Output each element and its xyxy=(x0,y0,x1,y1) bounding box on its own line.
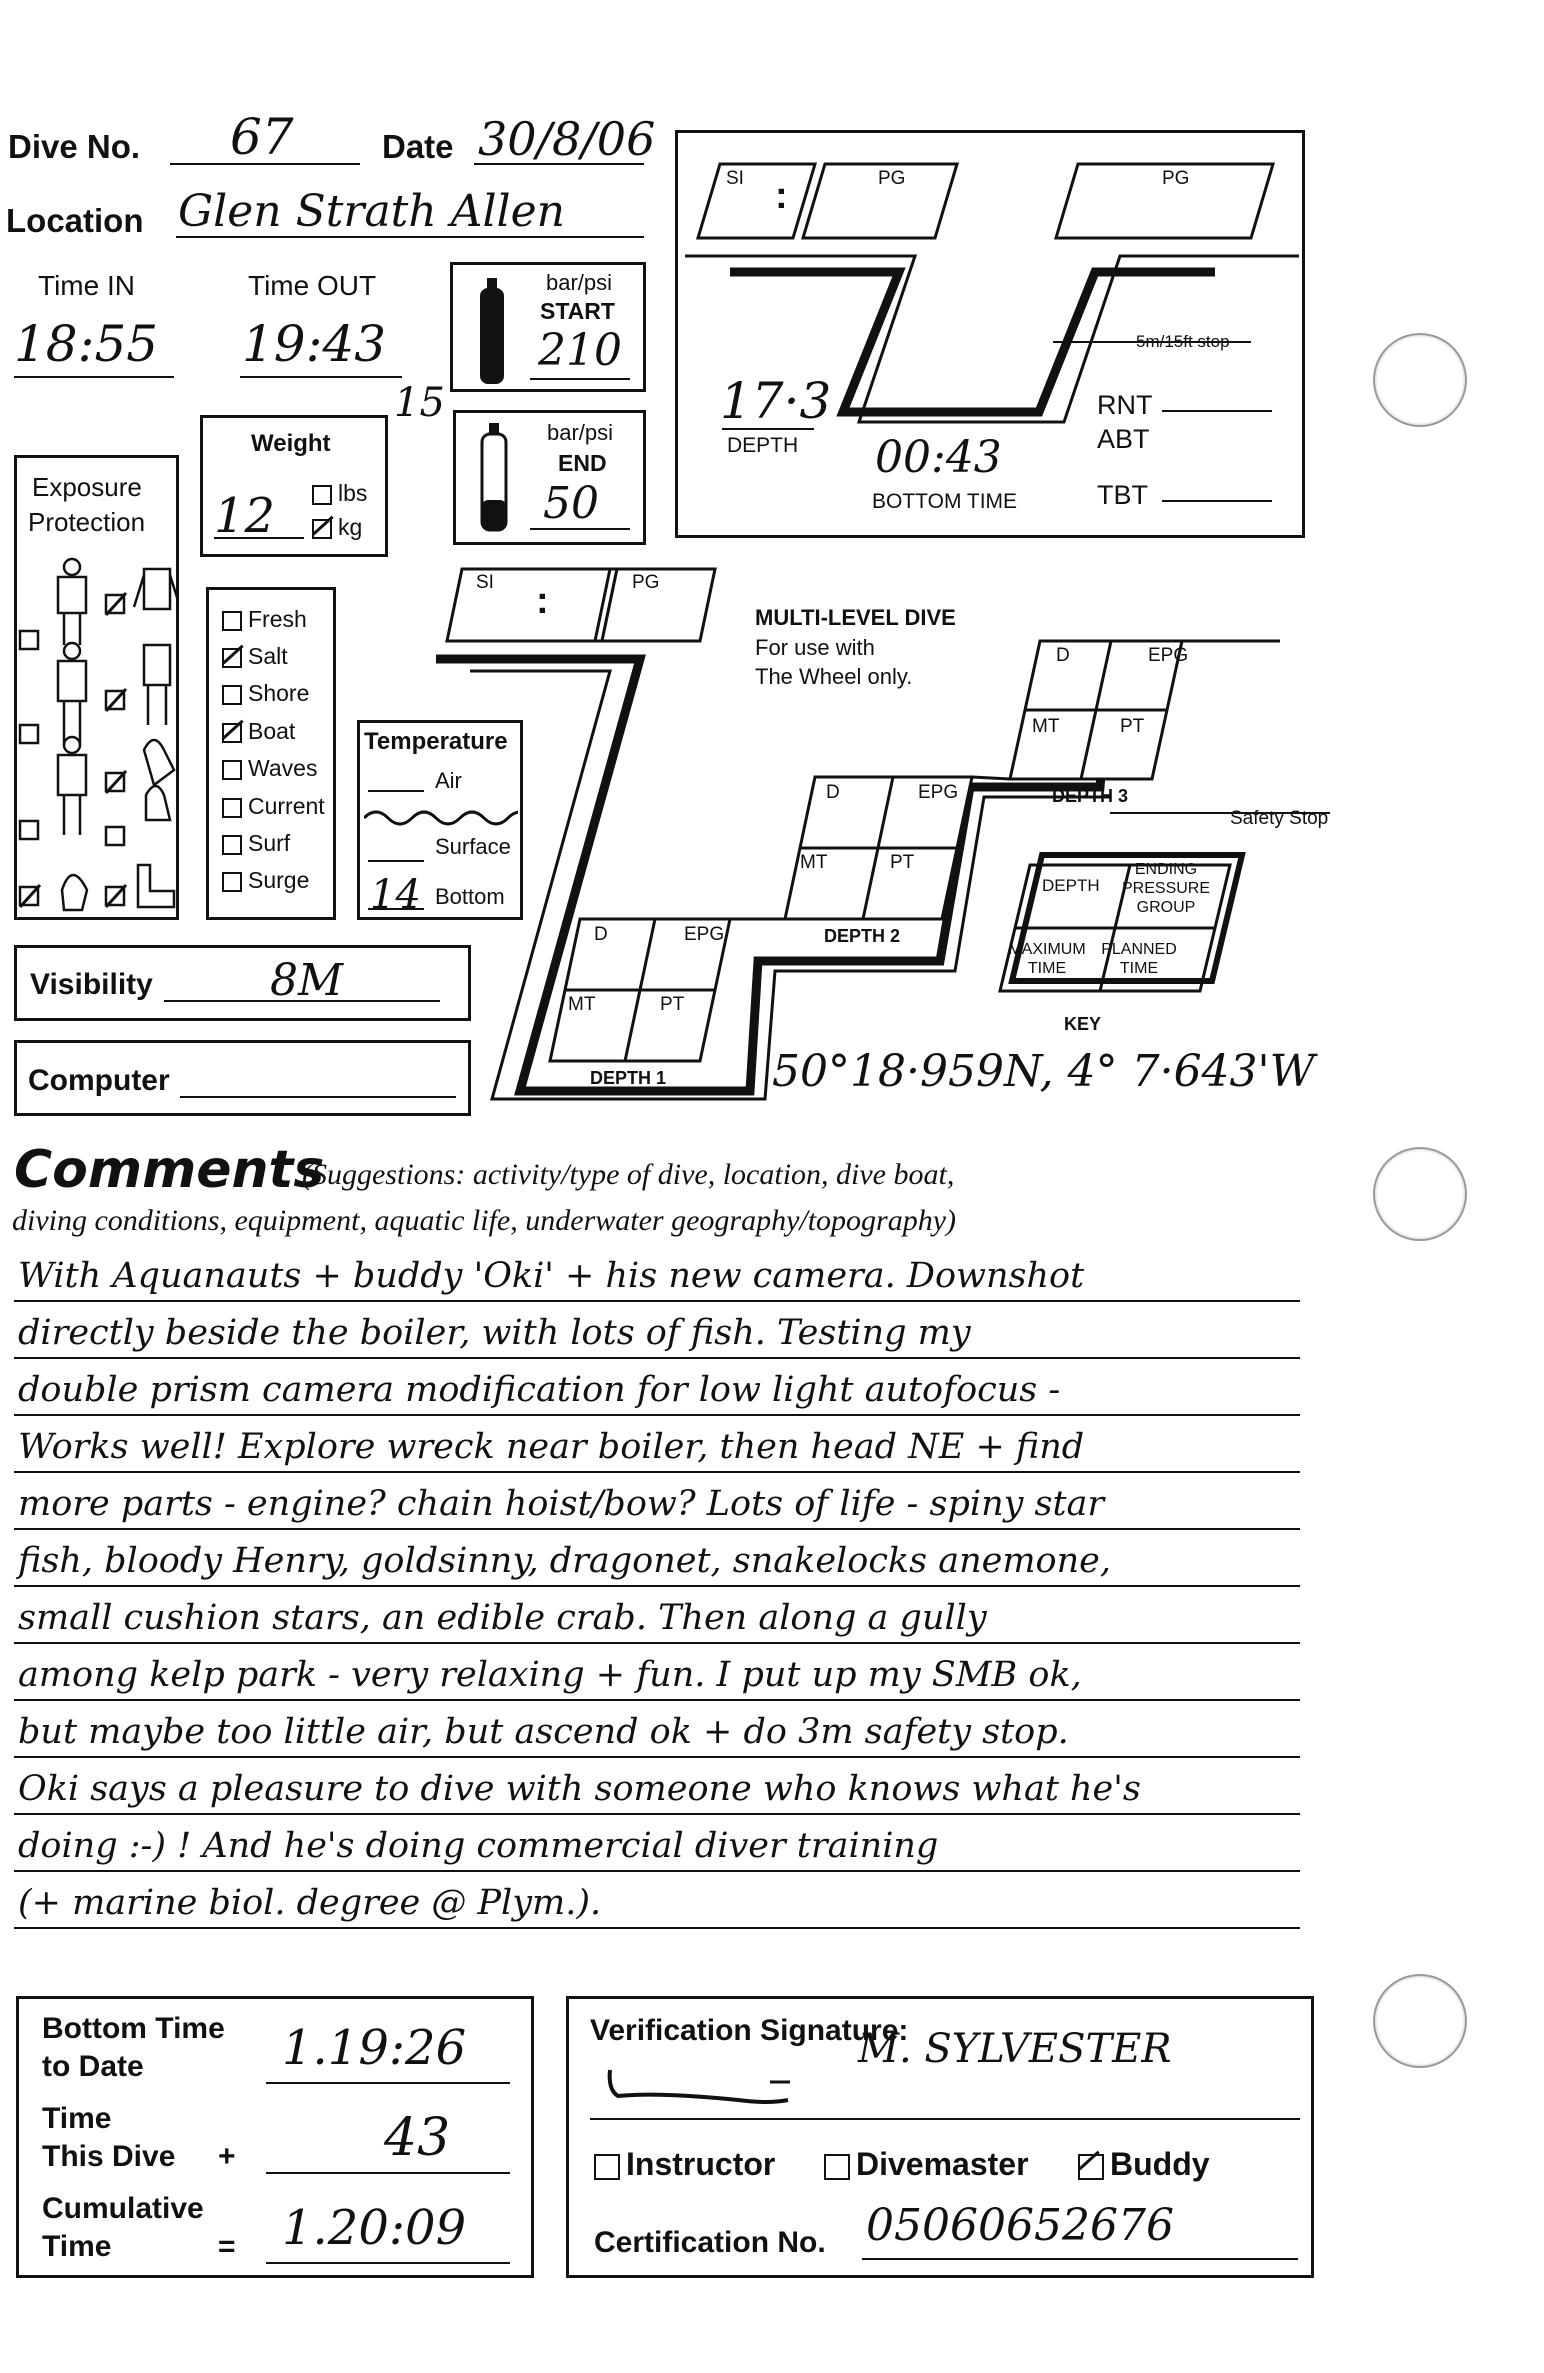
comments-hint-1: (Suggestions: activity/type of dive, location, dive boat, xyxy=(302,1158,955,1191)
cum-value[interactable]: 1.20:09 xyxy=(282,2200,467,2256)
d1-pt-label: PT xyxy=(660,994,685,1015)
signature-name[interactable]: M. SYLVESTER xyxy=(858,2026,1172,2072)
profile-si-colon: : xyxy=(775,175,788,217)
gps-coordinates[interactable]: 50°18·959N, 4° 7·643'W xyxy=(772,1046,1315,1097)
salt-checkbox[interactable] xyxy=(222,648,242,668)
exposure-title-2: Protection xyxy=(28,507,146,537)
date-label: Date xyxy=(382,128,454,165)
ml-title: MULTI-LEVEL DIVE xyxy=(755,605,956,630)
bt-label-1: Bottom Time xyxy=(42,2012,225,2045)
ml-sub1: For use with xyxy=(755,635,875,660)
comment-rule xyxy=(14,1870,1300,1872)
comment-rule xyxy=(14,1927,1300,1929)
signature-line xyxy=(590,2118,1300,2120)
tbt-line xyxy=(1162,500,1272,502)
tank-start-line xyxy=(530,378,630,380)
shore-label: Shore xyxy=(248,680,310,706)
key-mt-label: MAXIMUM TIME xyxy=(1008,941,1086,977)
comment-text-line[interactable]: (+ marine biol. degree @ Plym.). xyxy=(18,1883,602,1923)
condition-surge[interactable] xyxy=(222,867,309,894)
profile-si-label: SI xyxy=(726,168,744,189)
comment-text-line[interactable]: Works well! Explore wreck near boiler, then head NE + find xyxy=(18,1427,1085,1467)
location-label: Location xyxy=(6,202,144,239)
cert-label: Certification No. xyxy=(594,2226,826,2259)
d2-mt-label: MT xyxy=(800,852,828,873)
d1-epg-label: EPG xyxy=(684,924,725,945)
divemaster-checkbox[interactable] xyxy=(824,2154,850,2180)
exposure-title-1: Exposure xyxy=(32,472,142,502)
exposure-options[interactable] xyxy=(14,545,179,915)
depth-value[interactable]: 17·3 xyxy=(720,372,832,430)
time-in-value[interactable]: 18:55 xyxy=(14,315,159,373)
computer-line xyxy=(180,1096,456,1098)
condition-boat[interactable] xyxy=(222,718,295,745)
kg-checkbox[interactable] xyxy=(312,519,332,539)
comment-text-line[interactable]: small cushion stars, an edible crab. Then along a gully xyxy=(18,1598,987,1638)
comment-rule xyxy=(14,1300,1300,1302)
multilevel-diagram xyxy=(430,565,1330,1125)
comment-rule xyxy=(14,1471,1300,1473)
comment-rule xyxy=(14,1414,1300,1416)
comment-text-line[interactable]: Oki says a pleasure to dive with someone who knows what he's xyxy=(18,1769,1141,1809)
lbs-checkbox[interactable] xyxy=(312,485,332,505)
time-out-value[interactable]: 19:43 xyxy=(242,315,387,373)
condition-waves[interactable] xyxy=(222,755,317,782)
comment-rule xyxy=(14,1528,1300,1530)
fresh-label: Fresh xyxy=(248,606,307,632)
depth1-label: DEPTH 1 xyxy=(590,1068,667,1088)
comment-text-line[interactable]: but maybe too little air, but ascend ok + do 3m safety stop. xyxy=(18,1712,1069,1752)
punch-hole-middle xyxy=(1373,1147,1467,1241)
td-label-2: This Dive xyxy=(42,2140,176,2173)
ml-si-label: SI xyxy=(476,572,494,593)
divemaster-option[interactable] xyxy=(824,2146,1029,2183)
surface-label: Surface xyxy=(435,834,511,859)
key-pt-label: PLANNED TIME xyxy=(1101,941,1177,977)
tank-full-icon xyxy=(472,276,512,386)
visibility-label: Visibility xyxy=(30,968,153,1001)
tank-end-label: END xyxy=(558,450,607,476)
d1-d-label: D xyxy=(594,924,608,945)
comment-text-line[interactable]: double prism camera modification for low light autofocus - xyxy=(18,1370,1061,1410)
comment-text-line[interactable]: among kelp park - very relaxing + fun. I put up my SMB ok, xyxy=(18,1655,1082,1695)
ml-pg-label: PG xyxy=(632,572,660,593)
key-depth-label: DEPTH xyxy=(1042,876,1100,895)
tank-start-label: START xyxy=(540,298,615,324)
shore-checkbox[interactable] xyxy=(222,685,242,705)
surge-label: Surge xyxy=(248,867,310,893)
waves-checkbox[interactable] xyxy=(222,760,242,780)
bt-line xyxy=(266,2082,510,2084)
key-label: KEY xyxy=(1064,1014,1102,1034)
instructor-label: Instructor xyxy=(626,2146,776,2182)
comment-text-line[interactable]: fish, bloody Henry, goldsinny, dragonet, snakelocks anemone, xyxy=(18,1541,1111,1581)
cum-line xyxy=(266,2262,510,2264)
dive-no-label: Dive No. xyxy=(8,128,141,165)
date-value[interactable]: 30/8/06 xyxy=(478,112,656,166)
boat-label: Boat xyxy=(248,718,296,744)
time-in-label: Time IN xyxy=(38,270,135,301)
d3-mt-label: MT xyxy=(1032,716,1060,737)
profile-pg2-label: PG xyxy=(1162,168,1190,189)
key-epg-label: ENDING PRESSURE GROUP xyxy=(1122,861,1211,916)
surf-checkbox[interactable] xyxy=(222,835,242,855)
bottom-time-label: BOTTOM TIME xyxy=(872,490,1018,513)
bottom-temp-label: Bottom xyxy=(435,884,505,909)
temperature-title: Temperature xyxy=(364,728,508,755)
profile-pg-label: PG xyxy=(878,168,906,189)
lbs-label: lbs xyxy=(338,480,368,506)
cert-line xyxy=(862,2258,1298,2260)
condition-current[interactable] xyxy=(222,793,325,820)
surge-checkbox[interactable] xyxy=(222,872,242,892)
tank-margin-note: 15 xyxy=(394,380,445,426)
visibility-value[interactable]: 8M xyxy=(270,955,344,1006)
d2-epg-label: EPG xyxy=(918,782,959,803)
air-line xyxy=(368,790,424,792)
depth3-label: DEPTH 3 xyxy=(1052,786,1129,806)
current-label: Current xyxy=(248,793,325,819)
dive-no-value[interactable]: 67 xyxy=(230,108,294,166)
abt-label: ABT xyxy=(1097,424,1150,454)
weight-title: Weight xyxy=(251,430,331,457)
time-in-line xyxy=(14,376,174,378)
tank-start-value[interactable]: 210 xyxy=(538,325,622,376)
cum-label-1: Cumulative xyxy=(42,2192,204,2225)
weight-value[interactable]: 12 xyxy=(214,488,276,544)
buddy-option[interactable] xyxy=(1078,2146,1210,2183)
comment-text-line[interactable]: doing :-) ! And he's doing commercial diver training xyxy=(18,1826,939,1866)
weight-lbs-option[interactable] xyxy=(312,480,367,507)
tank-empty-icon xyxy=(474,420,514,536)
time-out-line xyxy=(240,376,402,378)
condition-shore[interactable] xyxy=(222,680,309,707)
current-checkbox[interactable] xyxy=(222,798,242,818)
bottom-temp-value[interactable]: 14 xyxy=(370,872,421,918)
buddy-label: Buddy xyxy=(1110,2146,1210,2182)
tank-end-value[interactable]: 50 xyxy=(543,478,599,529)
td-line xyxy=(266,2172,510,2174)
instructor-option[interactable] xyxy=(594,2146,775,2183)
surf-label: Surf xyxy=(248,830,291,856)
comment-rule xyxy=(14,1813,1300,1815)
ml-si-colon: : xyxy=(536,580,549,622)
comment-rule xyxy=(14,1699,1300,1701)
location-value[interactable]: Glen Strath Allen xyxy=(178,186,565,237)
air-label: Air xyxy=(435,768,462,793)
stop-label: 5m/15ft stop xyxy=(1136,332,1230,351)
d3-d-label: D xyxy=(1056,645,1070,666)
rnt-label: RNT xyxy=(1097,390,1153,420)
cum-label-2: Time xyxy=(42,2230,112,2263)
time-out-label: Time OUT xyxy=(248,270,377,301)
td-label-1: Time xyxy=(42,2102,112,2135)
tbt-label: TBT xyxy=(1097,480,1148,510)
d1-mt-label: MT xyxy=(568,994,596,1015)
comments-hint-2: diving conditions, equipment, aquatic life, underwater geography/topography) xyxy=(12,1204,957,1237)
condition-surf[interactable] xyxy=(222,830,290,857)
tank-end-units: bar/psi xyxy=(547,420,614,445)
condition-salt[interactable] xyxy=(222,643,288,670)
comment-rule xyxy=(14,1756,1300,1758)
punch-hole-top xyxy=(1373,333,1467,427)
comment-rule xyxy=(14,1642,1300,1644)
divemaster-label: Divemaster xyxy=(856,2146,1029,2182)
fresh-checkbox[interactable] xyxy=(222,611,242,631)
comment-text-line[interactable]: more parts - engine? chain hoist/bow? Lots of life - spiny star xyxy=(18,1484,1105,1524)
buddy-checkbox[interactable] xyxy=(1078,2154,1104,2180)
comment-rule xyxy=(14,1585,1300,1587)
d2-pt-label: PT xyxy=(890,852,915,873)
depth2-label: DEPTH 2 xyxy=(824,926,901,946)
d2-d-label: D xyxy=(826,782,840,803)
bt-value[interactable]: 1.19:26 xyxy=(282,2020,467,2076)
waves-label: Waves xyxy=(248,755,318,781)
boat-checkbox[interactable] xyxy=(222,723,242,743)
depth-label: DEPTH xyxy=(727,434,799,457)
comments-title: Comments xyxy=(14,1140,325,1200)
cert-value[interactable]: 05060652676 xyxy=(866,2200,1174,2251)
ml-sub2: The Wheel only. xyxy=(755,664,913,689)
td-plus: + xyxy=(218,2140,236,2173)
computer-label: Computer xyxy=(28,1064,170,1097)
weight-kg-option[interactable] xyxy=(312,514,362,541)
rnt-line xyxy=(1162,410,1272,412)
bottom-time-value[interactable]: 00:43 xyxy=(875,432,1002,483)
condition-fresh[interactable] xyxy=(222,606,307,633)
safety-stop-label: Safety Stop xyxy=(1230,808,1329,829)
punch-hole-bottom xyxy=(1373,1974,1467,2068)
verification-title: Verification Signature: xyxy=(590,2014,909,2047)
comment-text-line[interactable]: With Aquanauts + buddy 'Oki' + his new camera. Downshot xyxy=(18,1256,1085,1296)
tank-start-units: bar/psi xyxy=(546,270,613,295)
surface-line xyxy=(368,860,424,862)
bt-label-2: to Date xyxy=(42,2050,144,2083)
d3-epg-label: EPG xyxy=(1148,645,1189,666)
comment-text-line[interactable]: directly beside the boiler, with lots of fish. Testing my xyxy=(18,1313,971,1353)
comment-rule xyxy=(14,1357,1300,1359)
salt-label: Salt xyxy=(248,643,288,669)
instructor-checkbox[interactable] xyxy=(594,2154,620,2180)
kg-label: kg xyxy=(338,514,363,540)
d3-pt-label: PT xyxy=(1120,716,1145,737)
cum-equals: = xyxy=(218,2230,236,2263)
td-value[interactable]: 43 xyxy=(384,2108,451,2168)
